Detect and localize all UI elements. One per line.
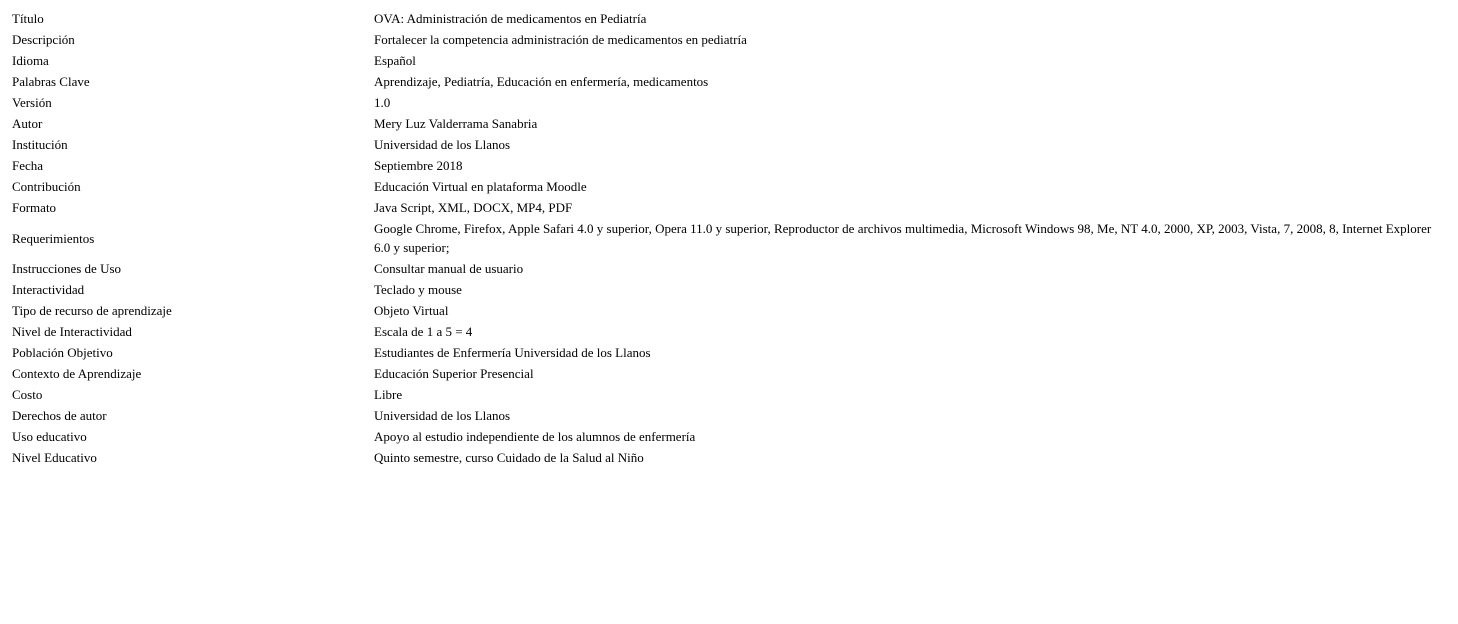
- row-value: Google Chrome, Firefox, Apple Safari 4.0 y superior, Opera 11.0 y superior, Reproductor de archivos multimedia, Microsoft Windows 98, Me, NT 4.0, 2000, XP, 2003, Vista, 7, 2008, 8, Internet Explorer 6.0 y superior;: [374, 221, 1432, 255]
- row-label: Requerimientos: [12, 230, 95, 246]
- row-label: Interactividad: [12, 282, 85, 297]
- row-value: Aprendizaje, Pediatría, Educación en enfermería, medicamentos: [374, 74, 709, 89]
- row-value: Apoyo al estudio independiente de los alumnos de enfermería: [374, 429, 696, 444]
- row-value: 1.0: [374, 95, 391, 110]
- table-row: [12, 343, 1446, 362]
- row-value: Objeto Virtual: [374, 303, 449, 318]
- row-value: Universidad de los Llanos: [374, 137, 511, 152]
- row-value: Educación Virtual en plataforma Moodle: [374, 179, 587, 194]
- table-row: [12, 135, 1446, 154]
- metadata-table-body: [12, 9, 1446, 467]
- table-row: [12, 280, 1446, 299]
- row-value: Java Script, XML, DOCX, MP4, PDF: [374, 200, 573, 215]
- table-row: [12, 156, 1446, 175]
- table-row: [12, 322, 1446, 341]
- row-label: Nivel de Interactividad: [12, 324, 132, 339]
- row-value: Estudiantes de Enfermería Universidad de los Llanos: [374, 345, 651, 360]
- row-label: Instrucciones de Uso: [12, 261, 122, 276]
- row-value: Consultar manual de usuario: [374, 261, 524, 276]
- row-label: Población Objetivo: [12, 345, 113, 360]
- table-row: [12, 219, 1446, 257]
- table-row: [12, 114, 1446, 133]
- table-row: [12, 259, 1446, 278]
- row-label: Descripción: [12, 32, 75, 47]
- row-label: Autor: [12, 116, 43, 131]
- row-label: Nivel Educativo: [12, 450, 97, 465]
- row-label: Contexto de Aprendizaje: [12, 366, 142, 381]
- table-row: [12, 406, 1446, 425]
- row-label: Contribución: [12, 179, 81, 194]
- row-label: Palabras Clave: [12, 74, 90, 89]
- row-label: Fecha: [12, 158, 44, 173]
- row-value: Quinto semestre, curso Cuidado de la Salud al Niño: [374, 450, 644, 465]
- row-label: Derechos de autor: [12, 408, 107, 423]
- table-row: [12, 385, 1446, 404]
- row-value: Septiembre 2018: [374, 158, 463, 173]
- row-label: Versión: [12, 95, 52, 110]
- row-value: Universidad de los Llanos: [374, 408, 511, 423]
- row-label: Uso educativo: [12, 429, 87, 444]
- table-row: [12, 448, 1446, 467]
- row-label: Institución: [12, 137, 68, 152]
- row-value: OVA: Administración de medicamentos en Pediatría: [374, 11, 647, 26]
- table-row: [12, 301, 1446, 320]
- row-value: Mery Luz Valderrama Sanabria: [374, 116, 538, 131]
- row-label: Idioma: [12, 53, 49, 68]
- row-value: Español: [374, 53, 416, 68]
- row-label: Tipo de recurso de aprendizaje: [12, 303, 172, 318]
- metadata-table: [10, 7, 1448, 469]
- row-label: Título: [12, 11, 44, 26]
- row-value: Libre: [374, 387, 403, 402]
- table-row: [12, 51, 1446, 70]
- row-label: Formato: [12, 200, 57, 215]
- table-row: [12, 72, 1446, 91]
- row-value: Escala de 1 a 5 = 4: [374, 324, 473, 339]
- table-row: [12, 30, 1446, 49]
- table-row: [12, 9, 1446, 28]
- row-label: Costo: [12, 387, 43, 402]
- table-row: [12, 198, 1446, 217]
- table-row: [12, 177, 1446, 196]
- row-value: Educación Superior Presencial: [374, 366, 534, 381]
- table-row: [12, 93, 1446, 112]
- table-row: [12, 427, 1446, 446]
- row-value: Fortalecer la competencia administración de medicamentos en pediatría: [374, 32, 747, 47]
- row-value: Teclado y mouse: [374, 282, 462, 297]
- table-row: [12, 364, 1446, 383]
